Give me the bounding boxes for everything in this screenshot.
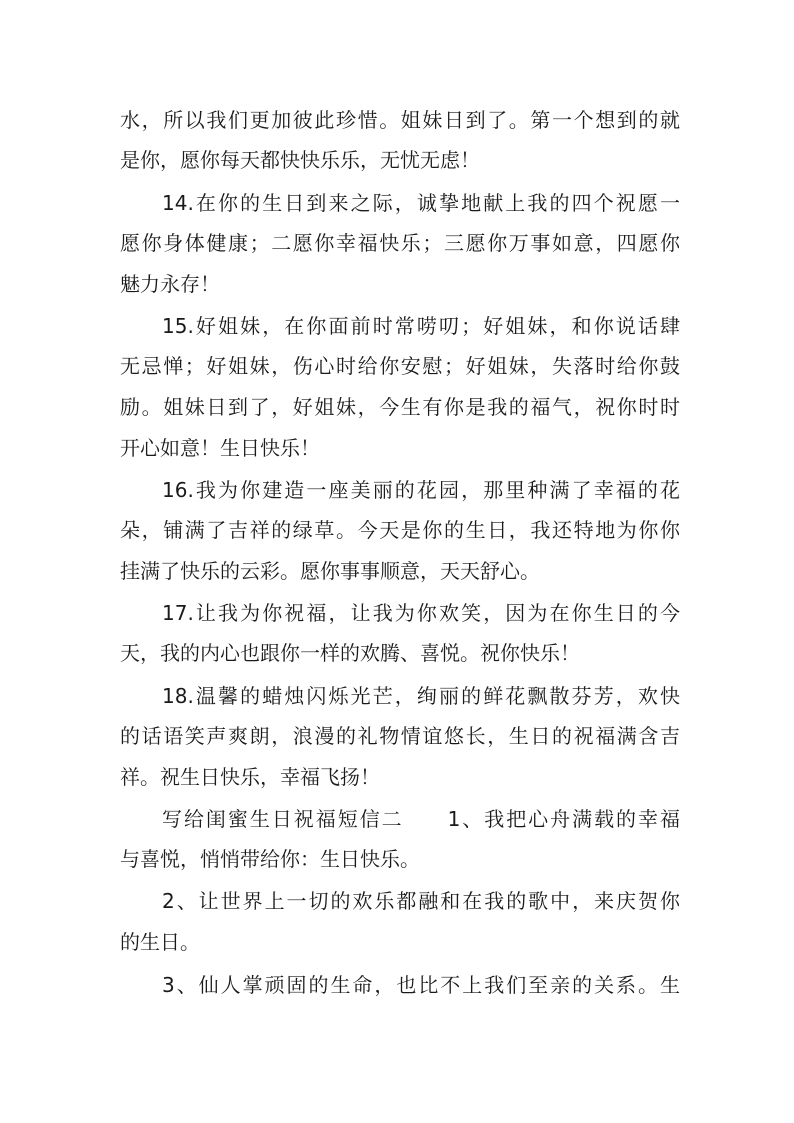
text-line: 15.好姐妹，在你面前时常唠叨；好姐妹，和你说话肆 <box>162 314 680 338</box>
text-line: 的话语笑声爽朗，浪漫的礼物情谊悠长，生日的祝福满含吉 <box>120 724 680 748</box>
text-line: 励。姐妹日到了，好姐妹，今生有你是我的福气，祝你时时 <box>120 395 680 419</box>
text-line: 的生日。 <box>120 930 200 954</box>
text-line: 18.温馨的蜡烛闪烁光芒，绚丽的鲜花飘散芬芳，欢快 <box>162 684 680 708</box>
text-line: 3、仙人掌顽固的生命，也比不上我们至亲的关系。生 <box>162 973 680 997</box>
section-heading-line: 写给闺蜜生日祝福短信二 1、我把心舟满载的幸福 <box>162 807 680 831</box>
text-line: 挂满了快乐的云彩。愿你事事顺意，天天舒心。 <box>120 559 540 583</box>
text-line: 16.我为你建造一座美丽的花园，那里种满了幸福的花 <box>162 478 680 502</box>
text-line: 开心如意！生日快乐！ <box>120 436 320 460</box>
text-line: 无忌惮；好姐妹，伤心时给你安慰；好姐妹，失落时给你鼓 <box>120 354 680 378</box>
text-line: 与喜悦，悄悄带给你：生日快乐。 <box>120 847 420 871</box>
text-line: 2、让世界上一切的欢乐都融和在我的歌中，来庆贺你 <box>162 889 680 913</box>
text-line: 是你，愿你每天都快快乐乐，无忧无虑！ <box>120 148 480 172</box>
text-line: 天，我的内心也跟你一样的欢腾、喜悦。祝你快乐！ <box>120 641 580 665</box>
text-line: 魅力永存！ <box>120 272 220 296</box>
text-line: 朵，铺满了吉祥的绿草。今天是你的生日，我还特地为你你 <box>120 518 680 542</box>
text-line: 愿你身体健康；二愿你幸福快乐；三愿你万事如意，四愿你 <box>120 231 680 255</box>
text-line: 17.让我为你祝福，让我为你欢笑，因为在你生日的今 <box>162 601 680 625</box>
text-line: 14.在你的生日到来之际，诚挚地献上我的四个祝愿一 <box>162 191 680 215</box>
text-line: 水，所以我们更加彼此珍惜。姐妹日到了。第一个想到的就 <box>120 108 680 132</box>
text-line: 祥。祝生日快乐，幸福飞扬！ <box>120 765 380 789</box>
